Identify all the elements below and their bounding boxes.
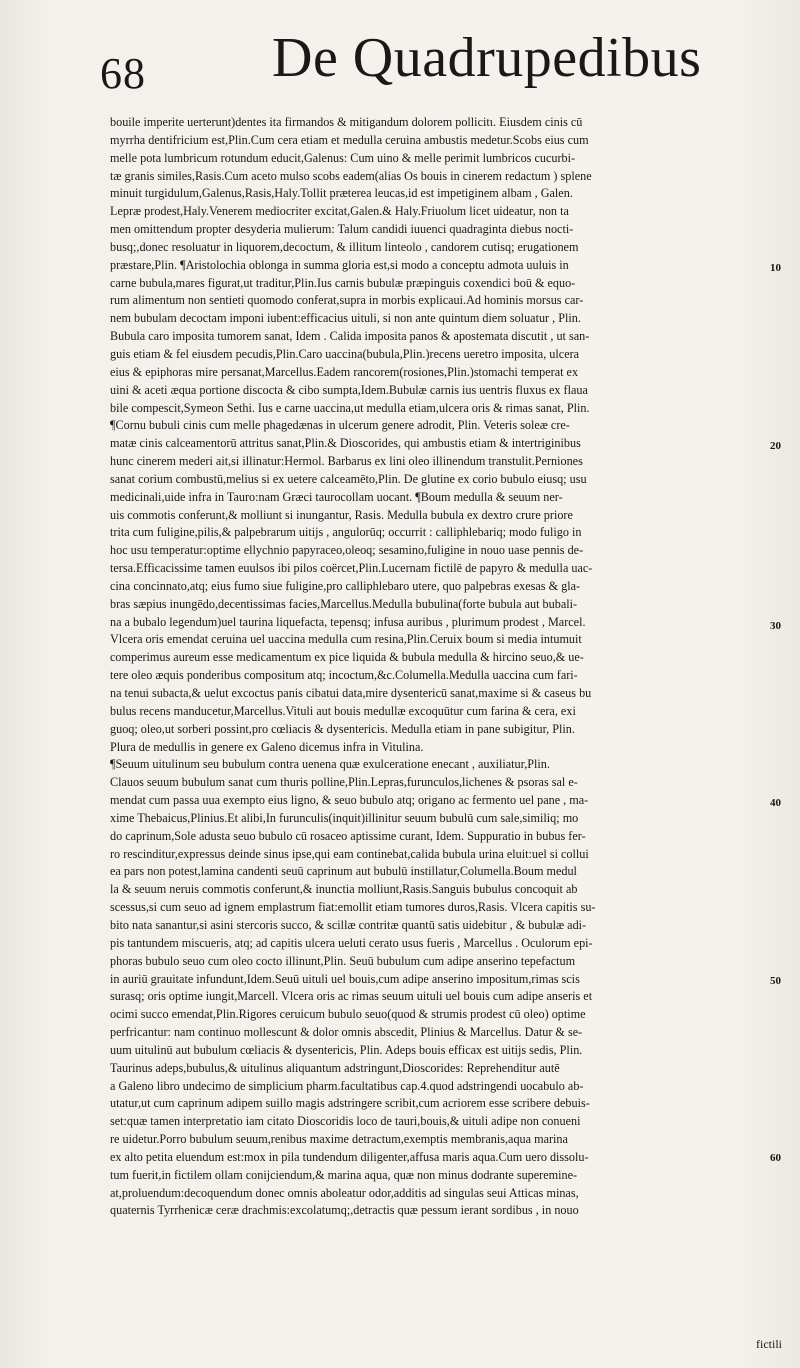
text-line: tæ granis similes,Rasis.Cum aceto mulso scobs eadem(alias Os bouis in cinerem redactum ) splene bbox=[110, 168, 592, 183]
text-line: melle pota lumbricum rotundum educit,Galenus: Cum uino & melle perimit lumbricos cucurbi- bbox=[110, 150, 576, 165]
running-head: De Quadrupedibus bbox=[272, 27, 702, 89]
text-line: la & seuum neruis commotis conferunt,& inunctia molliunt,Rasis.Sanguis bubulus concoquit ab bbox=[110, 882, 578, 897]
margin-line-number: 10 bbox=[770, 262, 781, 274]
text-line: ro rescinditur,expressus deinde sinus ipse,qui eam continebat,calida bubula urina eluit:uel si collui bbox=[110, 846, 589, 861]
text-line: ¶Cornu bubuli cinis cum melle phagedænas in ulcerum genere adrodit, Plin. Veteris soleæ cre- bbox=[110, 418, 570, 433]
margin-line-number: 20 bbox=[770, 440, 781, 452]
text-line: bulus recens manducetur,Marcellus.Vituli aut bouis medullæ excoquūtur cum farina & cera, exi bbox=[110, 703, 576, 718]
text-line: eius & epiphoras mire persanat,Marcellus.Eadem rancorem(rosiones,Plin.)stomachi temperat ex bbox=[110, 364, 579, 379]
text-line: set:quæ tamen interpretatio iam citato Dioscoridis loco de tauri,bouis,& uituli adipe non conueni bbox=[110, 1114, 581, 1129]
text-line: sanat corium combustū,melius si ex uetere calceamēto,Plin. De glutine ex corio bubulo eiusq; usu bbox=[110, 471, 587, 486]
text-line: pis tantundem miscueris, atq; ad capitis ulcera ueluti cerato usus fueris , Marcellus . Oculorum epi- bbox=[110, 935, 593, 950]
text-line: comperimus aureum esse medicamentum ex pice liquida & bubula medulla & hircino seuo,& ue- bbox=[110, 650, 584, 665]
text-line: xime Thebaicus,Plinius.Et alibi,In furunculis(inquit)illinitur seuum bubulū cum sale,similiq; mo bbox=[110, 810, 579, 825]
text-line: tersa.Efficacissime tamen euulsos ibi pilos coërcet,Plin.Lucernam fictilē de papyro & medulla uac- bbox=[110, 561, 593, 576]
text-line: phoras bubulo seuo cum oleo cocto illinunt,Plin. Seuū bubulum cum adipe anserino tepefactum bbox=[110, 953, 576, 968]
text-line: in auriū grauitate infundunt,Idem.Seuū uituli uel bouis,cum adipe anserino impositum,rimas scis bbox=[110, 971, 580, 986]
text-line: nem bubulam decoctam imponi iubent:efficacius uituli, si non ante quintum diem soluatur , Plin. bbox=[110, 311, 581, 326]
text-line: ea pars non potest,lamina candenti seuū caprinum aut bubulū instillatur,Columella.Boum medul bbox=[110, 864, 577, 879]
text-line: men omittendum propter desyderia mulierum: Talum candidi iuuenci quadraginta diebus nocti- bbox=[110, 222, 574, 237]
text-line: quaternis Tyrrhenicæ ceræ drachmis:excolatumq;,detractis quæ pessum ierant sordibus , in nouo bbox=[110, 1203, 579, 1218]
text-line: surasq; oris optime iungit,Marcell. Vlcera oris ac rimas seuum uituli uel bouis cum adipe anseris et bbox=[110, 989, 593, 1004]
text-line: matæ cinis calceamentorū attritus sanat,Plin.& Dioscorides, qui ambustis etiam & intertriginibus bbox=[110, 436, 581, 451]
text-line: ex alto petita eluendum est:mox in pila tundendum diligenter,affusa maris aqua.Cum uero dissolu- bbox=[110, 1149, 589, 1164]
text-line: rum alimentum non sentieti quomodo conferat,supra in morbis explicaui.Ad hominis morsus car- bbox=[110, 293, 584, 308]
margin-line-number: 50 bbox=[770, 975, 781, 987]
margin-line-number: 60 bbox=[770, 1152, 781, 1164]
text-line: Lepræ prodest,Haly.Venerem mediocriter excitat,Galen.& Haly.Friuolum licet uideatur, non ta bbox=[110, 204, 569, 219]
text-line: na a bubalo legendum)uel taurina liquefacta, tepensq; infusa auribus , plurimum prodest , Marcel. bbox=[110, 614, 586, 629]
text-line: a Galeno libro undecimo de simplicium pharm.facultatibus cap.4.quod adstringendi uocabulo ab- bbox=[110, 1078, 584, 1093]
text-line: Bubula caro imposita tumorem sanat, Idem . Calida imposita panos & apostemata discutit , ut san- bbox=[110, 329, 590, 344]
text-line: uum uitulinū aut bubulum cœliacis & dysentericis, Plin. Adeps bouis efficax est uitijs sedis, Plin. bbox=[110, 1042, 583, 1057]
text-line: bras sæpius inungēdo,decentissimas facies,Marcellus.Medulla bubulina(forte bubula aut bubali- bbox=[110, 596, 578, 611]
text-line: myrrha dentifricium est,Plin.Cum cera etiam et medulla ceruina ambustis medetur.Scobs eius cum bbox=[110, 132, 589, 147]
margin-line-number: 40 bbox=[770, 797, 781, 809]
text-line: scessus,si cum seuo ad ignem emplastrum fiat:emollit etiam tumores duros,Rasis. Vlcera capitis su- bbox=[110, 900, 596, 915]
text-line: bito nata sanantur,si asini stercoris succo, & scillæ contritæ quantū satis uidebitur , & bubulæ adi- bbox=[110, 917, 587, 932]
text-line: Plura de medullis in genere ex Galeno dicemus infra in Vitulina. bbox=[110, 739, 424, 754]
text-line: at,proluendum:decoquendum donec omnis aboleatur odor,additis ad singulas seui Atticas minas, bbox=[110, 1185, 579, 1200]
text-line: hoc usu temperatur:optime ellychnio papyraceo,oleoq; sesamino,fuligine in nouo uase pennis de- bbox=[110, 543, 584, 558]
text-line: perfricantur: nam continuo mollescunt & dolor omnis abscedit, Plinius & Marcellus. Datur & se- bbox=[110, 1025, 583, 1040]
text-line: bile compescit,Symeon Sethi. Ius e carne uaccina,ut medulla etiam,ulcera oris & rimas sanat, Plin. bbox=[110, 400, 590, 415]
text-line: uis commotis conferunt,& molliunt si inungantur, Rasis. Medulla bubula ex dextro crure priore bbox=[110, 507, 573, 522]
margin-line-number: 30 bbox=[770, 620, 781, 632]
text-line: hunc cinerem mederi ait,si illinatur:Hermol. Barbarus ex lini oleo illinendum transtulit.Perniones bbox=[110, 454, 583, 469]
text-line: utatur,ut cum caprinum adipem suillo magis adstringere scribit,cum acriorem esse scribere debuis- bbox=[110, 1096, 590, 1111]
text-line: do caprinum,Sole adusta seuo bubulo cū rosaceo aptissime curant, Idem. Suppuratio in bubus fer- bbox=[110, 828, 586, 843]
text-line: tum fuerit,in fictilem ollam conijciendum,& marina aqua, quæ non minus dodrante superemine- bbox=[110, 1167, 578, 1182]
text-line: cina concinnato,atq; eius fumo siue fuligine,pro calliphlebaro utere, quo palpebras exesas & gla- bbox=[110, 578, 581, 593]
body-text bbox=[110, 114, 798, 1220]
text-line: ocimi succo emendat,Plin.Rigores ceruicum bubulo seuo(quod & strumis prodest cū oleo) optime bbox=[110, 1007, 586, 1022]
text-line: medicinali,uide infra in Tauro:nam Græci taurocollam uocant. ¶Boum medulla & seuum ner- bbox=[110, 489, 563, 504]
text-line: trita cum fuligine,pilis,& palpebrarum uitijs , angulorūq; occurrit : calliphlebariq; modo fuligo in bbox=[110, 525, 582, 540]
text-line: guis etiam & fel eiusdem pecudis,Plin.Caro uaccina(bubula,Plin.)recens ueretro imposita, ulcera bbox=[110, 346, 580, 361]
text-line: ¶Seuum uitulinum seu bubulum contra uenena quæ exulceratione enecant , auxiliatur,Plin. bbox=[110, 757, 550, 772]
text-line: tere oleo æquis ponderibus compositum atq; incoctum,&c.Columella.Medulla uaccina cum fari- bbox=[110, 668, 578, 683]
text-line: bouile imperite uerterunt)dentes ita firmandos & mitigandum dolorem pollicitι. Eiusdem cinis cū bbox=[110, 115, 583, 129]
text-line: busq;,donec resoluatur in liquorem,decoctum, & illitum linteolo , candorem cutisq; erugationem bbox=[110, 239, 579, 254]
text-line: Taurinus adeps,bubulus,& uitulinus aliquantum adstringunt,Dioscorides: Reprehenditur autē bbox=[110, 1060, 560, 1075]
page-number: 68 bbox=[100, 49, 146, 98]
text-line: minuit turgidulum,Galenus,Rasis,Haly.Tollit præterea leucas,id est impetiginem albam , Galen. bbox=[110, 186, 573, 201]
catchword: fictili bbox=[756, 1337, 782, 1351]
text-line: mendat cum passa uua exempto eius ligno, & seuo bubulo atq; origano ac fermento uel pane , ma- bbox=[110, 793, 589, 808]
text-line: uini & aceti æqua portione discocta & cibo sumpta,Idem.Bubulæ carnis ius uentris fluxus ex flaua bbox=[110, 382, 588, 397]
text-line: Vlcera oris emendat ceruina uel uaccina medulla cum resina,Plin.Ceruix boum si media intumuit bbox=[110, 632, 582, 647]
text-line: præstare,Plin. ¶Aristolochia oblonga in summa gloria est,si modo a conceptu admota uuluis in bbox=[110, 257, 569, 272]
text-line: guoq; oleo,ut sorberi possint,pro cœliacis & dysentericis. Medulla etiam in pane subigitur, Plin. bbox=[110, 721, 575, 736]
text-line: Clauos seuum bubulum sanat cum thuris polline,Plin.Lepras,furunculos,lichenes & psoras sal e- bbox=[110, 775, 578, 790]
text-line: re uidetur.Porro bubulum seuum,renibus maxime detractum,exemptis membranis,aqua marina bbox=[110, 1132, 568, 1147]
text-line: na tenui subacta,& uelut excoctus panis cibatui data,mire dysentericū sanat,maxime si & caseus bu bbox=[110, 686, 592, 700]
text-line: carne bubula,mares figurat,ut traditur,Plin.Ius carnis bubulæ præpinguis coxendici boū & equo- bbox=[110, 275, 576, 290]
